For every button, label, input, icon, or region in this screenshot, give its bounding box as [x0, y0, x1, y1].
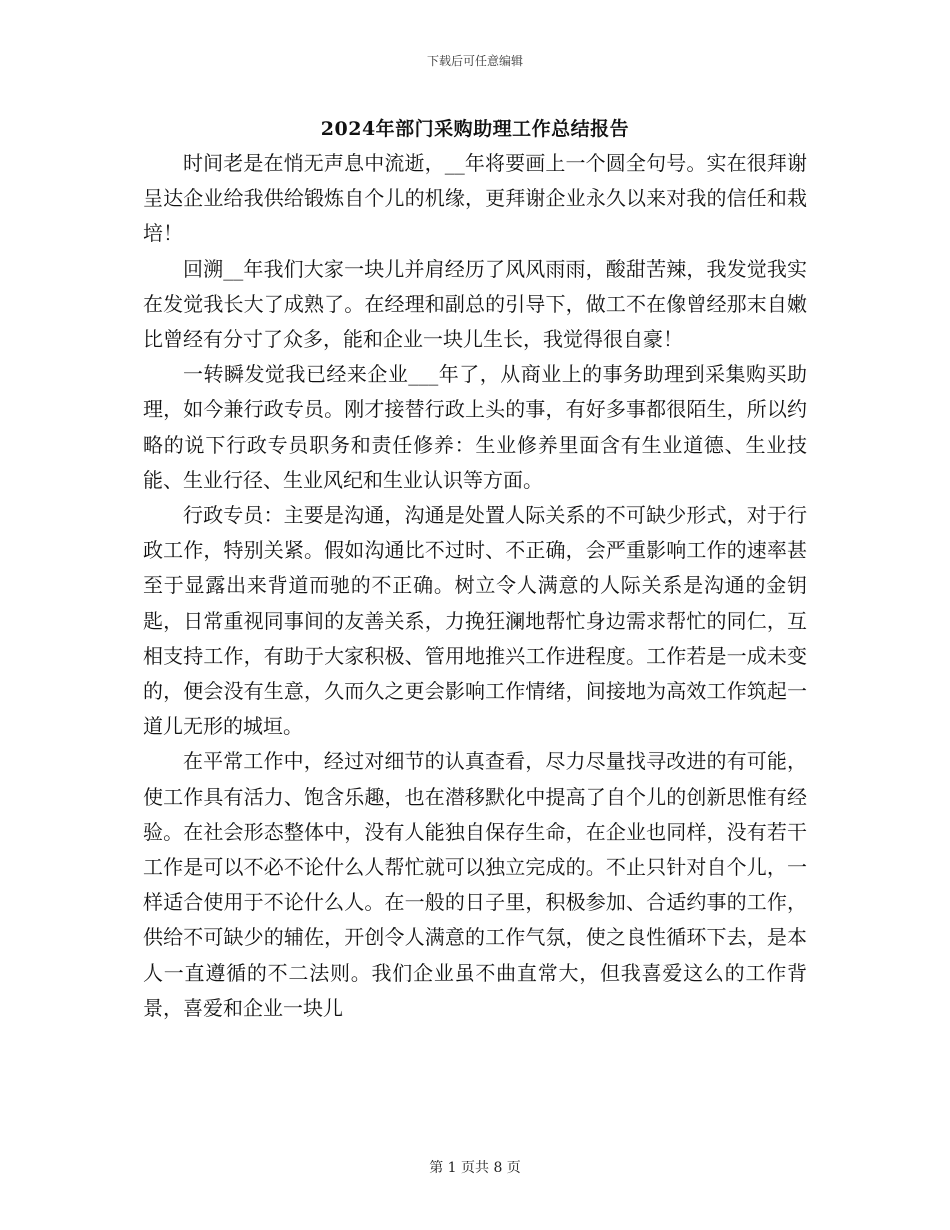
document-body	[143, 146, 807, 1026]
paragraph: 行政专员：主要是沟通，沟通是处置人际关系的不可缺少形式，对于行政工作，特别关紧。假如沟通比不过时、不正确，会严重影响工作的速率甚至于显露出来背道而驰的不正确。树立令人满意的人际关系是沟通的金钥匙，日常重视同事间的友善关系，力挽狂澜地帮忙身边需求帮忙的同仁，互相支持工作，有助于大家积极、管用地推兴工作进程度。工作若是一成未变的，便会没有生意，久而久之更会影响工作情绪，间接地为高效工作筑起一道儿无形的城垣。	[143, 503, 807, 739]
paragraph: 一转瞬发觉我已经来企业___年了，从商业上的事务助理到采集购买助理，如今兼行政专员。刚才接替行政上头的事，有好多事都很陌生，所以约略的说下行政专员职务和责任修养：生业修养里面含有生业道德、生业技能、生业行径、生业风纪和生业认识等方面。	[143, 362, 807, 492]
paragraph: 在平常工作中，经过对细节的认真查看，尽力尽量找寻改进的有可能，使工作具有活力、饱含乐趣，也在潜移默化中提高了自个儿的创新思惟有经验。在社会形态整体中，没有人能独自保存生命，在企业也同样，没有若干工作是可以不必不论什么人帮忙就可以独立完成的。不止只针对自个儿，一样适合使用于不论什么人。在一般的日子里，积极参加、合适约事的工作，供给不可缺少的辅佐，开创令人满意的工作气氛，使之良性循环下去，是本人一直遵循的不二法则。我们企业虽不曲直常大，但我喜爱这么的工作背景，喜爱和企业一块儿	[143, 749, 807, 1020]
page-number: 第 1 页共 8 页	[429, 1160, 521, 1176]
page-header-note: 下载后可任意编辑	[426, 54, 523, 68]
paragraph: 时间老是在悄无声息中流逝，__年将要画上一个圆全句号。实在很拜谢呈达企业给我供给锻炼自个儿的机缘，更拜谢企业永久以来对我的信任和栽培！	[143, 151, 807, 246]
document-title: 2024年部门采购助理工作总结报告	[320, 118, 630, 140]
paragraph: 回溯__年我们大家一块儿并肩经历了风风雨雨，酸甜苦辣，我发觉我实在发觉我长大了成熟了。在经理和副总的引导下，做工不在像曾经那末自嫩比曾经有分寸了众多，能和企业一块儿生长，我觉得很自豪！	[143, 256, 807, 352]
